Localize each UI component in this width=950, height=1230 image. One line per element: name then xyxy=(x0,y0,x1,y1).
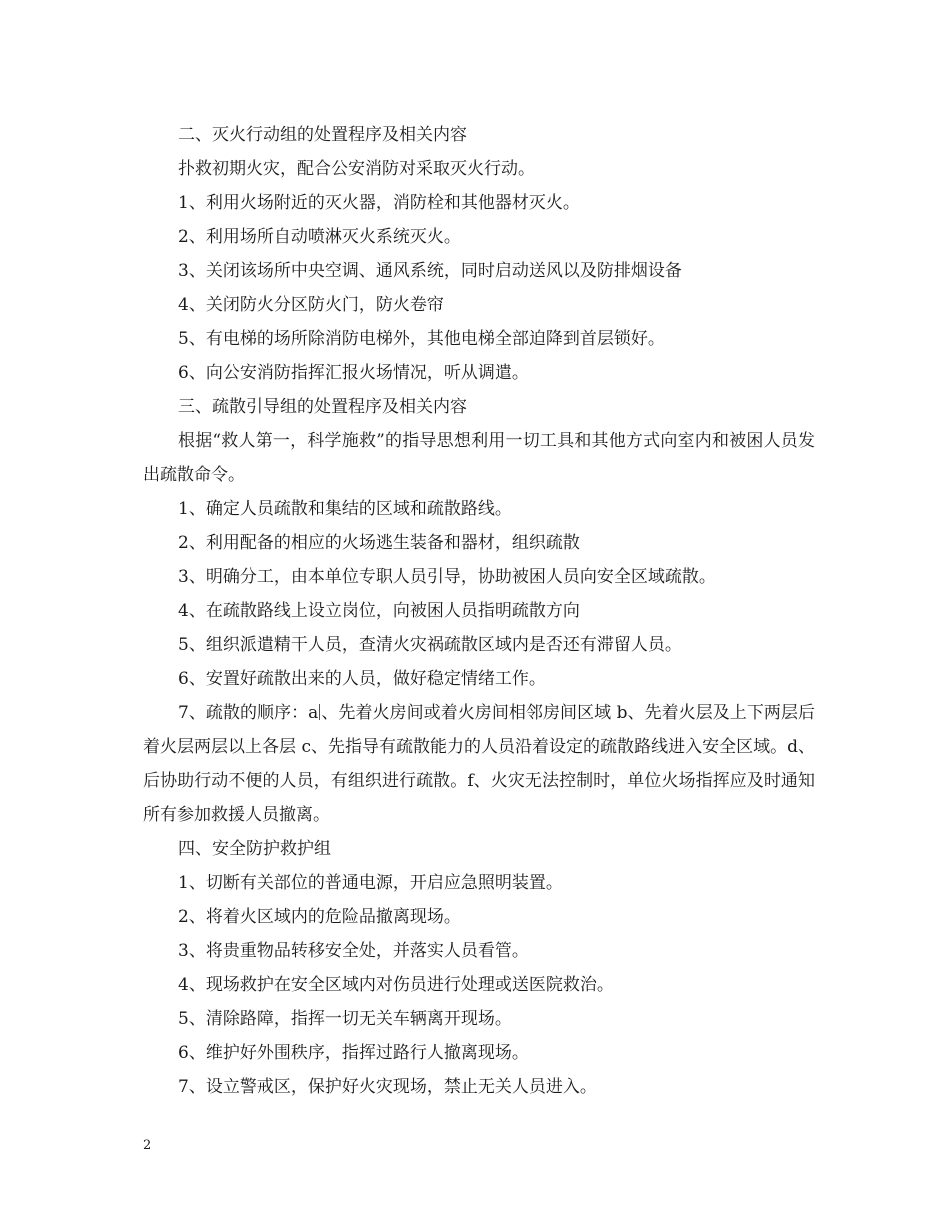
list-item: 2、利用场所自动喷淋灭火系统灭火。 xyxy=(178,227,461,247)
list-item: 6、维护好外围秩序，指挥过路行人撤离现场。 xyxy=(178,1043,529,1063)
list-item: 2、利用配备的相应的火场逃生装备和器材，组织疏散 xyxy=(178,533,580,553)
evacuation-paragraph: 根据“救人第一，科学施救”的指导思想利用一切工具和其他方式向室内和被困人员发出疏散命令。 xyxy=(143,431,815,485)
list-item: 5、清除路障，指挥一切无关车辆离开现场。 xyxy=(178,1009,512,1029)
page-number: 2 xyxy=(143,1138,152,1153)
list-item: 4、关闭防火分区防火门，防火卷帘 xyxy=(178,295,444,315)
list-item: 5、组织派遣精干人员，查清火灾祸疏散区域内是否还有滞留人员。 xyxy=(178,635,682,655)
list-item: 6、向公安消防指挥汇报火场情况，听从调遣。 xyxy=(178,363,529,383)
list-item: 1、利用火场附近的灭火器，消防栓和其他器材灭火。 xyxy=(178,193,580,213)
list-item: 3、明确分工，由本单位专职人员引导，协助被困人员向安全区域疏散。 xyxy=(178,567,716,587)
section-2-title: 二、灭火行动组的处置程序及相关内容 xyxy=(178,125,467,145)
list-item: 1、确定人员疏散和集结的区域和疏散路线。 xyxy=(178,499,512,519)
list-item: 4、在疏散路线上设立岗位，向被困人员指明疏散方向 xyxy=(178,601,580,621)
list-item: 2、将着火区域内的危险品撤离现场。 xyxy=(178,907,461,927)
list-item: 4、现场救护在安全区域内对伤员进行处理或送医院救治。 xyxy=(178,975,614,995)
list-item: 3、关闭该场所中央空调、通风系统，同时启动送风以及防排烟设备 xyxy=(178,261,682,281)
list-item: 6、安置好疏散出来的人员，做好稳定情绪工作。 xyxy=(178,669,546,689)
evacuation-order-start: 7、疏散的顺序：a xyxy=(178,703,319,723)
evacuation-order-rest: 、先着火房间或着火房间相邻房间区域 b、先着火层及上下两层后着火层两层以上各层 c、先指导有疏散能力的人员沿着设定的疏散路线进入安全区域。d、后协助行动不便的人员，有组织进行疏散。f、火灾无法控制时，单位火场指挥应及时通知所有参加救援人员撤离。 xyxy=(143,703,815,825)
section-4-title: 四、安全防护救护组 xyxy=(178,839,331,859)
section-3-title: 三、疏散引导组的处置程序及相关内容 xyxy=(178,397,467,417)
list-item: 3、将贵重物品转移安全处，并落实人员看管。 xyxy=(178,941,529,961)
document-body xyxy=(143,118,815,1104)
list-item: 7、设立警戒区，保护好火灾现场，禁止无关人员进入。 xyxy=(178,1077,597,1097)
evacuation-order-paragraph xyxy=(143,696,815,832)
paragraph-line: 扑救初期火灾，配合公安消防对采取灭火行动。 xyxy=(178,159,535,179)
list-item: 5、有电梯的场所除消防电梯外，其他电梯全部迫降到首层锁好。 xyxy=(178,329,665,349)
list-item: 1、切断有关部位的普通电源，开启应急照明装置。 xyxy=(178,873,563,893)
